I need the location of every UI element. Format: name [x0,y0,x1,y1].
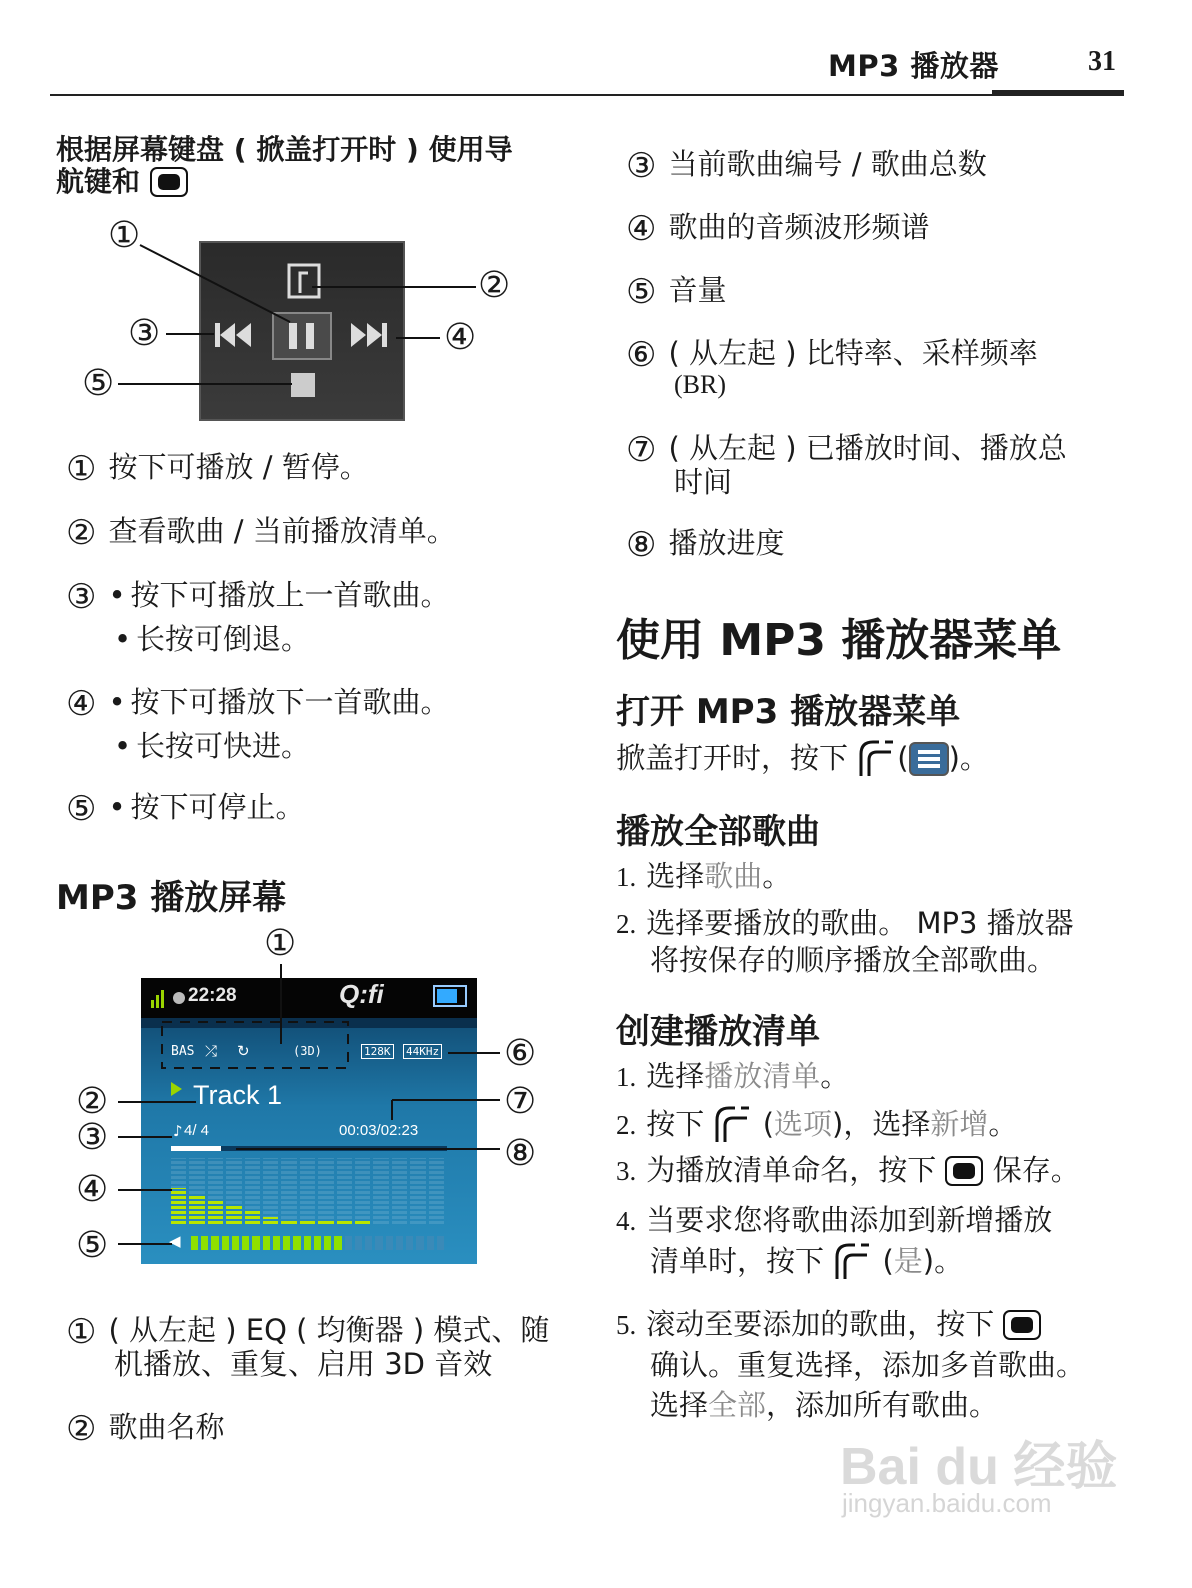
play-all-step-2: 2. 选择要播放的歌曲。 MP3 播放器 将按保存的顺序播放全部歌曲。 [616,906,1074,977]
nav-intro-line-2: 航键和 [56,166,513,198]
screen-item-2: ② 歌曲名称 [66,1409,225,1449]
screen-callout-1: ① [264,923,297,964]
screen-time: 00:03/02:23 [339,1122,419,1139]
nav-intro-line-1: 根据屏幕键盘 ( 掀盖打开时 ) 使用导 [56,133,513,166]
left-soft-key-icon [713,1104,753,1144]
control-callout-3: ③ [128,313,161,354]
center-key-icon [1003,1310,1041,1340]
play-all-step-1: 1. 选择歌曲。 [616,859,792,893]
playlist-step-3: 3. 为播放清单命名，按下 保存。 [616,1153,1080,1187]
running-header-title: MP3 播放器 [828,49,999,83]
screen-callout-5: ⑤ [76,1225,109,1266]
screen-callout-4: ④ [76,1169,109,1210]
screen-eq-mode: BAS [171,1044,195,1059]
speaker-icon: ◀ [169,1232,181,1250]
screen-track-name: Track 1 [193,1080,283,1110]
screen-callout-2: ② [76,1081,109,1122]
open-menu-text: 掀盖打开时，按下 ( )。 [616,738,989,778]
screen-item-8: ⑧ 播放进度 [626,525,785,565]
screen-item-1: ① ( 从左起 ) EQ ( 均衡器 ) 模式、随 机播放、重复、启用 3D 音效 [66,1312,550,1381]
screen-bitrate: 128K [361,1044,394,1059]
section-title: 使用 MP3 播放器菜单 [616,615,1062,666]
screen-item-7: ⑦ ( 从左起 ) 已播放时间、播放总 时间 [626,430,1067,499]
left-soft-key-icon [833,1241,873,1281]
screen-item-3: ③ 当前歌曲编号 / 歌曲总数 [626,146,987,186]
screen-callout-7: ⑦ [504,1081,537,1122]
control-item-2: ② 查看歌曲 / 当前播放清单。 [66,513,456,553]
watermark-url: jingyan.baidu.com [842,1488,1052,1518]
watermark-logo: Bai du 经验 [840,1438,1118,1496]
shuffle-icon: ⤮ [205,1042,218,1060]
control-callout-5: ⑤ [82,363,115,404]
music-note-icon: ♪ [173,1122,183,1140]
repeat-icon: ↻ [237,1042,250,1060]
playlist-step-1: 1. 选择播放清单。 [616,1059,850,1093]
playlist-step-5: 5. 滚动至要添加的歌曲，按下 确认。重复选择，添加多首歌曲。 选择全部，添加所有歌曲。 [616,1307,1086,1422]
page-number: 31 [1088,46,1116,77]
screen-callout-6: ⑥ [504,1033,537,1074]
screen-track-count: 4/ 4 [184,1122,210,1139]
mp3-screen-heading: MP3 播放屏幕 [56,878,287,918]
control-callout-1: ① [108,215,141,256]
screen-3d-mode: (3D) [293,1044,322,1058]
control-callout-2: ② [478,265,511,306]
control-item-4: ④ • 按下可播放下一首歌曲。 • 长按可快进。 [66,684,450,763]
screen-item-5: ⑤ 音量 [626,272,727,312]
open-menu-heading: 打开 MP3 播放器菜单 [616,692,961,732]
header-tab [992,90,1124,96]
screen-callout-3: ③ [76,1117,109,1158]
control-item-3: ③ • 按下可播放上一首歌曲。 • 长按可倒退。 [66,577,450,656]
screen-callout-8: ⑧ [504,1133,537,1174]
control-item-5: ⑤ • 按下可停止。 [66,789,305,829]
play-all-heading: 播放全部歌曲 [616,812,820,852]
screen-samplerate: 44KHz [403,1044,442,1059]
playlist-heading: 创建播放清单 [616,1012,820,1052]
playlist-step-4: 4. 当要求您将歌曲添加到新增播放 清单时，按下 (是)。 [616,1200,1052,1281]
screen-clock: 22:28 [188,985,237,1006]
screen-brand: Q:fi [339,979,384,1009]
center-key-icon [945,1156,983,1186]
control-callout-4: ④ [444,317,477,358]
playlist-step-2: 2. 按下 (选项)，选择新增。 [616,1104,1017,1144]
menu-list-icon [909,742,949,776]
left-soft-key-icon [857,738,897,778]
screen-item-4: ④ 歌曲的音频波形频谱 [626,209,930,249]
screen-item-6: ⑥ ( 从左起 ) 比特率、采样频率 (BR) [626,335,1038,399]
control-item-1: ① 按下可播放 / 暂停。 [66,449,369,489]
